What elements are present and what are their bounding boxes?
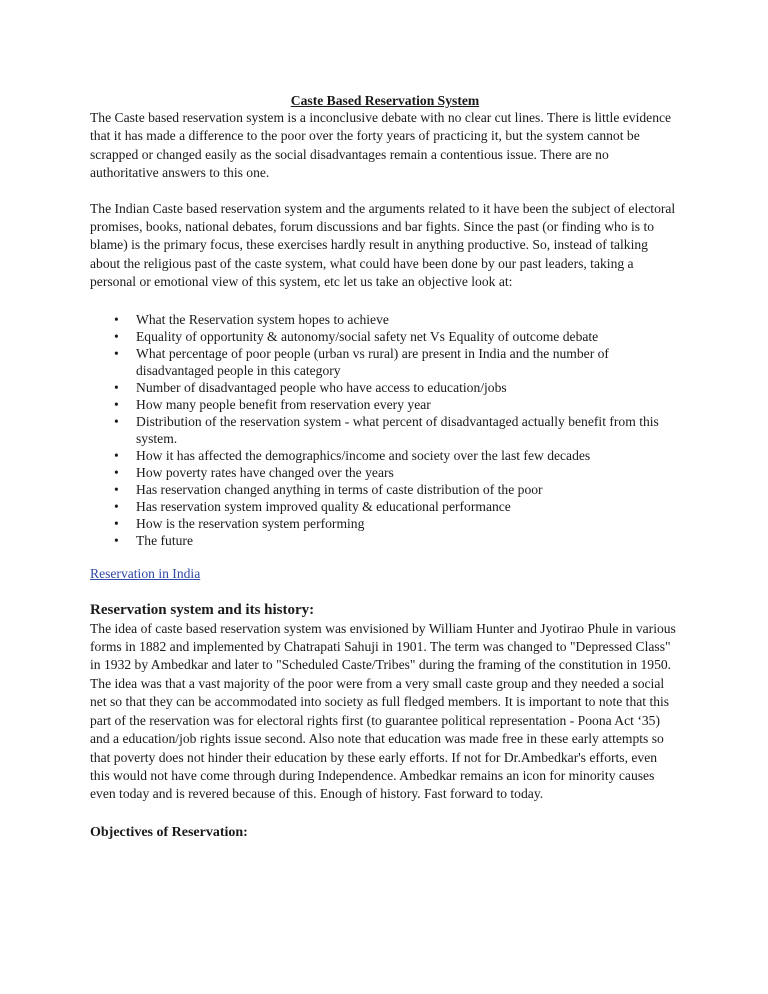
- document-title: Caste Based Reservation System: [290, 93, 480, 108]
- list-item: • Number of disadvantaged people who have access to education/jobs: [114, 379, 507, 395]
- context-paragraph: The Indian Caste based reservation system and the arguments related to it have been the subject of electoral promises, books, national debates, forum discussions and bar fights. Since the past (or finding who is to blame) is the primary focus, these exercises hardly result in anything productive. So, instead of talking about the religious past of the caste system, what could have been done by our past leaders, taking a personal or emotional view of this system, etc let us take an objective look at:: [90, 200, 676, 290]
- bullet-icon: •: [114, 532, 119, 548]
- document-body: [90, 92, 680, 842]
- list-item: • What the Reservation system hopes to achieve: [114, 311, 389, 327]
- bullet-icon: •: [114, 379, 119, 395]
- bullet-icon: •: [114, 311, 119, 327]
- list-item: • Has reservation system improved quality & educational performance: [114, 498, 511, 514]
- bullet-icon: •: [114, 413, 119, 429]
- bullet-icon: •: [114, 345, 119, 361]
- list-item: • Equality of opportunity & autonomy/social safety net Vs Equality of outcome debate: [114, 328, 599, 344]
- list-item: • How many people benefit from reservation every year: [114, 396, 431, 412]
- reservation-in-india-link[interactable]: Reservation in India: [90, 565, 201, 581]
- intro-paragraph: The Caste based reservation system is a inconclusive debate with no clear cut lines. There is little evidence that it has made a difference to the poor over the forty years of practicing it, but the system cannot be scrapped or changed easily as the social disadvantages remain a contentious issue. There are no authoritative answers to this one.: [90, 110, 672, 181]
- list-item: • How poverty rates have changed over the years: [114, 464, 394, 480]
- bullet-icon: •: [114, 464, 119, 480]
- bullet-icon: •: [114, 396, 119, 412]
- topics-list: [90, 311, 680, 549]
- history-heading: Reservation system and its history:: [90, 601, 315, 618]
- bullet-icon: •: [114, 481, 119, 497]
- bullet-icon: •: [114, 328, 119, 344]
- history-paragraph: The idea of caste based reservation system was envisioned by William Hunter and Jyotirao Phule in various forms in 1882 and implemented by Chatrapati Sahuji in 1901. The term was changed to "Depressed Class" in 1932 by Ambedkar and later to "Scheduled Caste/Tribes" during the framing of the constitution in 1950. The idea was that a vast majority of the poor were from a very small caste group and they needed a social net so that they can be accommodated into society as full fledged members. It is important to note that this part of the reservation was for electoral rights first (to guarantee political representation - Poona Act ‘35) and a education/job rights issue second. Also note that education was made free in these early attempts so that poverty does not hinder their education by these early efforts. If not for Dr.Ambedkar's efforts, even this would not have come through during Independence. Ambedkar remains an icon for minority causes even today and is revered because of this. Enough of history. Fast forward to today.: [90, 620, 676, 802]
- list-item: • The future: [114, 532, 193, 548]
- list-item: • What percentage of poor people (urban vs rural) are present in India and the number of disadvantaged people in this category: [114, 345, 609, 378]
- bullet-icon: •: [114, 447, 119, 463]
- bullet-icon: •: [114, 498, 119, 514]
- objectives-heading: Objectives of Reservation:: [90, 824, 248, 840]
- bullet-icon: •: [114, 515, 119, 531]
- list-item: • How is the reservation system performing: [114, 515, 365, 531]
- list-item: • How it has affected the demographics/income and society over the last few decades: [114, 447, 591, 463]
- list-item: • Has reservation changed anything in terms of caste distribution of the poor: [114, 481, 543, 497]
- list-item: • Distribution of the reservation system - what percent of disadvantaged actually benefit from this system.: [114, 413, 659, 446]
